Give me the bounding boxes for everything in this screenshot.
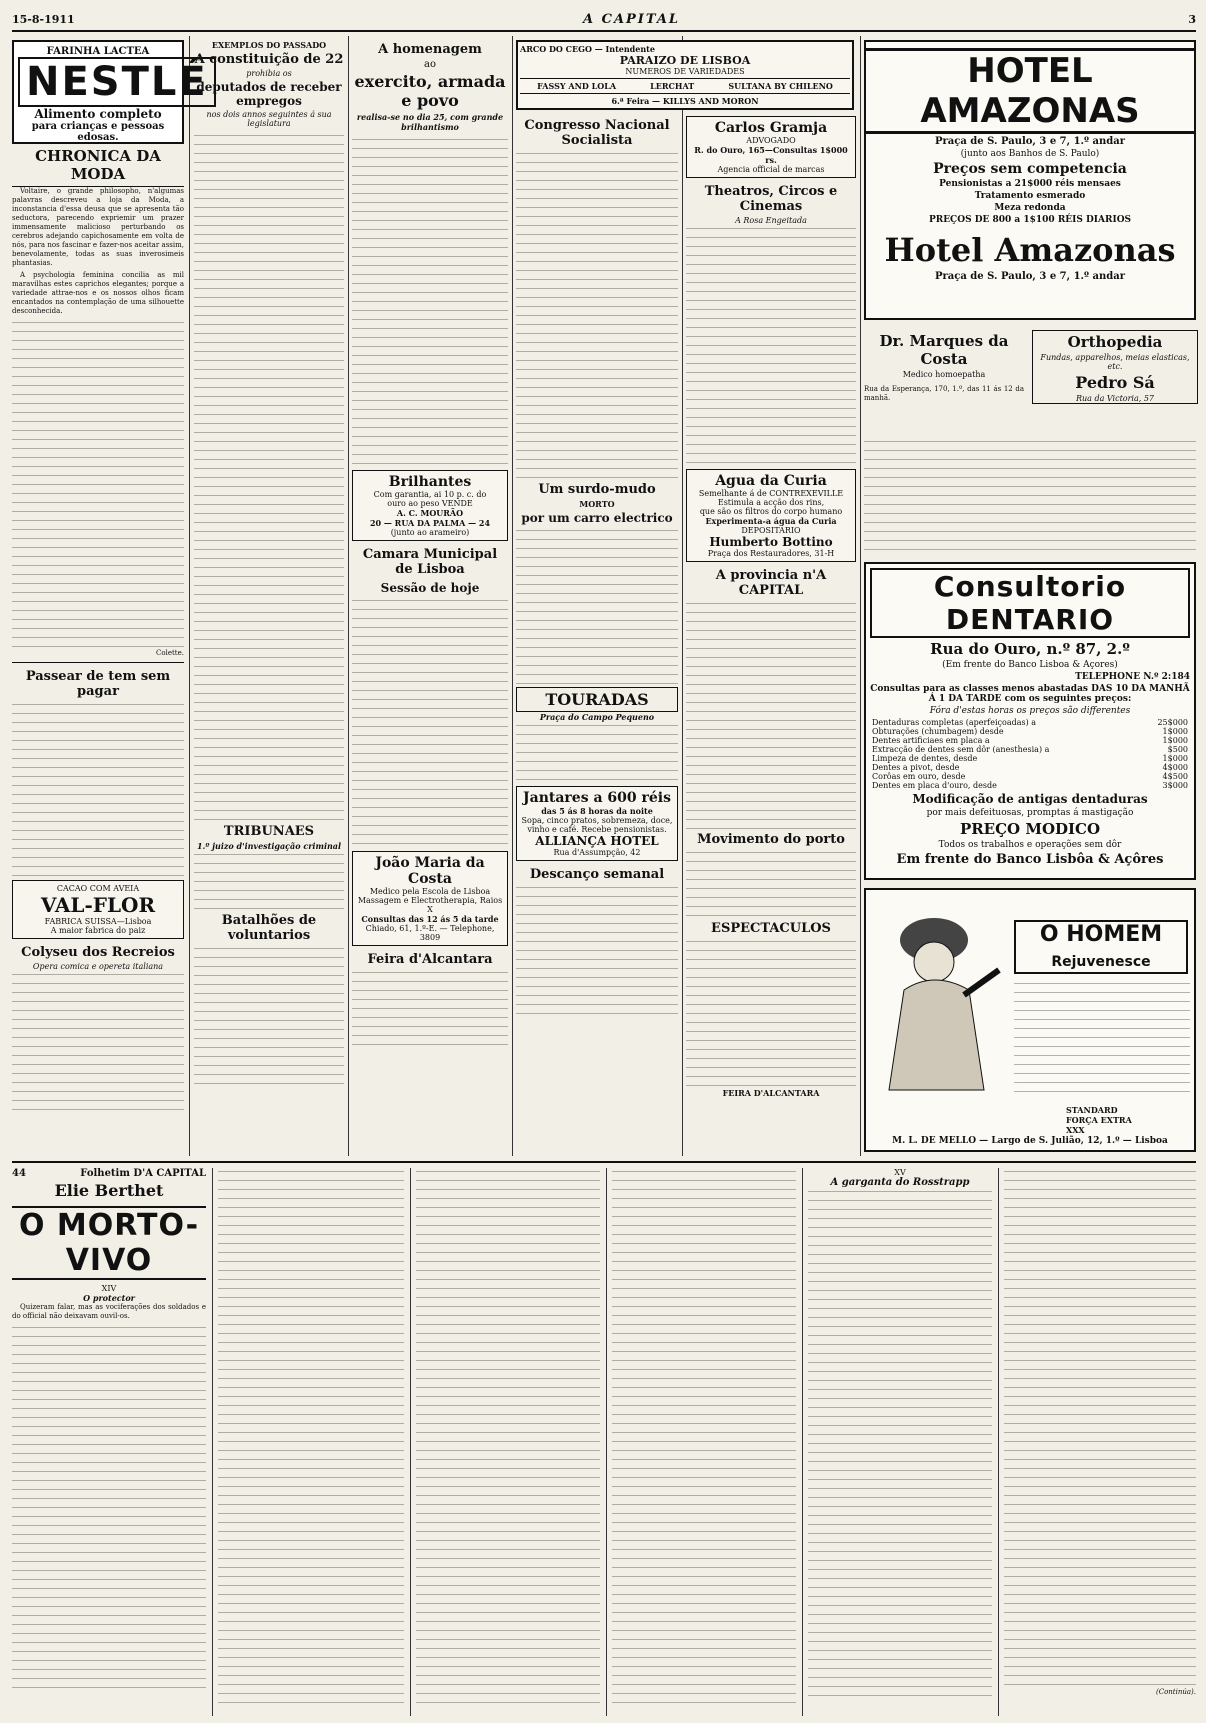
colyseu-body-lines: [12, 971, 184, 1111]
model-forca: FORÇA EXTRA: [1066, 1115, 1132, 1125]
feira6-line: 6.ª Feira — KILLYS AND MORON: [611, 96, 759, 106]
price-label: Obturações (chumbagem) desde: [872, 727, 1004, 736]
sessao-title: Sessão de hoje: [380, 581, 480, 595]
hotel-amazonas-ad: [864, 40, 1196, 320]
agua-line: Experimenta-a água da Curia: [705, 516, 837, 526]
jantares-ad: [516, 786, 678, 861]
column-3: [352, 40, 508, 1049]
table-row: [870, 781, 1190, 790]
column-1: [12, 40, 208, 1111]
batalhoes-title: Batalhões de voluntarios: [221, 913, 317, 943]
column-rule: [606, 1168, 607, 1716]
cacao-ad: [12, 880, 184, 939]
o-homem-rejuvenesce-ad: [864, 888, 1196, 1152]
brilhantes-line: 20 — RUA DA PALMA — 24: [369, 518, 491, 528]
folhetim-subtitle-2: A garganta do Rosstrapp: [830, 1177, 970, 1188]
folhetim-number: 44: [12, 1168, 26, 1179]
exercito-title: exercito, armada e povo: [354, 72, 506, 110]
theatros-title: Theatros, Circos e Cinemas: [704, 184, 838, 214]
folhetim-body-lines: [808, 1188, 992, 1698]
surdo-body-lines: [516, 527, 678, 687]
nestle-brand: NESTLÉ: [18, 57, 216, 107]
column-rule: [998, 1168, 999, 1716]
dental-addr2: (Em frente do Banco Lisboa & Açores): [942, 660, 1118, 670]
carlos-agencia: Agencia official de marcas: [717, 165, 825, 174]
homem-mello: M. L. DE MELLO — Largo de S. Julião, 12, 1.º — Lisboa: [892, 1136, 1168, 1146]
descanso-title: Descanço semanal: [529, 867, 665, 882]
folhetim-col-2: [218, 1168, 404, 1708]
movimento-title: Movimento do porto: [697, 832, 845, 847]
price-label: Dentes artificiaes em placa a: [872, 736, 990, 745]
model-standard: STANDARD: [1066, 1105, 1118, 1115]
hotel-precos-diarios: PREÇOS DE 800 a 1$100 RÉIS DIARIOS: [928, 215, 1132, 225]
header-date: 15-8-1911: [12, 12, 75, 26]
surdo-title: Um surdo-mudo: [538, 482, 656, 497]
deputados-title: deputados de receber empregos: [196, 80, 342, 108]
touradas-title: TOURADAS: [516, 687, 678, 712]
chronica-signature: Colette.: [156, 649, 184, 657]
chronica-p1: Voltaire, o grande philosopho, n'algumas palavras descreveu a loja da Moda, a inconstancia d'essa deusa que se apresenta tão seductora, parecendo expriemir um prazer immensamente malicioso perturbando os cerebros adejando capichosamente em volta de nós, para nos fascinar e fazer-nos aceitar assim, benevolamente, todas as suas inverosimeis phantasias.: [12, 187, 184, 267]
numeros-line: NUMEROS DE VARIEDADES: [625, 67, 745, 76]
column-rule: [802, 1168, 803, 1716]
dental-price-table: [870, 718, 1190, 790]
homenagem-title: A homenagem: [378, 42, 482, 57]
ortho-sub: Fundas, apparelhos, meias elasticas, etc.: [1040, 353, 1190, 371]
page-header: [12, 8, 1196, 32]
table-row: [870, 763, 1190, 772]
price-value: $500: [1167, 745, 1188, 754]
constituicao-body-lines: [194, 132, 344, 822]
chronica-title: CHRONICA DA MODA: [12, 144, 184, 187]
price-label: Dentes a pivot, desde: [872, 763, 960, 772]
folhetim-col-5: [808, 1168, 992, 1698]
woman-illustration-icon: [874, 900, 1004, 1100]
ortho-name: Orthopedia: [1067, 333, 1163, 351]
provincia-body-lines: [686, 600, 856, 830]
paraizo-banner: [516, 40, 854, 110]
jantares-text: Sopa, cinco pratos, sobremeza, doce, vinho e café. Recebe pensionistas.: [521, 816, 673, 834]
column-2: [194, 40, 344, 1085]
column-rule: [860, 36, 861, 1156]
chronica-body-lines: [12, 319, 184, 649]
act-name: LERCHAT: [650, 81, 695, 91]
chronica-p2: A psychologia feminina concilia as mil maravilhas estes caprichos elegantes; porque a variedade attrae-nos e os nossos olhos ficam encantados na contemplação de uma silhouette desconhecida.: [12, 271, 184, 315]
marques-addr: Rua da Esperança, 170, 1.º, das 11 ás 12 da manhã.: [864, 385, 1024, 402]
folhetim-chapter: XIV: [101, 1284, 117, 1293]
congresso-title: Congresso Nacional Socialista: [524, 118, 670, 148]
provincia-title: A provincia n'A CAPITAL: [715, 568, 827, 598]
folhetim-col-1: [12, 1168, 206, 1694]
header-paper-name: A CAPITAL: [582, 11, 681, 27]
dental-modif-sub: por mais defeituosas, promptas á mastigação: [926, 808, 1134, 818]
folhetim-label: Folhetim D'A CAPITAL: [80, 1168, 206, 1179]
act-name: FASSY AND LOLA: [537, 81, 617, 91]
agua-sub: Semelhante á de CONTREXEVILLE: [698, 489, 844, 498]
dental-fora: Fóra d'estas horas os preços são differentes: [929, 706, 1131, 716]
price-value: 1$000: [1162, 736, 1188, 745]
folhetim-body-lines: [1004, 1168, 1196, 1688]
marques-name: Dr. Marques da Costa: [879, 332, 1009, 368]
joao-name: João Maria da Costa: [375, 855, 485, 887]
joao-costa-ad: [352, 851, 508, 946]
folhetim-paragraph: Quizeram falar, mas as vociferações dos soldados e do official não deixavam ouvil-os.: [12, 1303, 206, 1320]
header-page-number: 3: [1188, 12, 1196, 26]
tribunaes-title: TRIBUNAES: [223, 824, 315, 839]
brilhantes-line: A. C. MOURÃO: [396, 508, 464, 518]
constituicao-title: A constituição de 22: [194, 52, 344, 67]
hotel-precos: Preços sem competencia: [933, 161, 1127, 177]
campo-sub: Praça do Campo Pequeno: [539, 712, 655, 722]
acts-row: [520, 78, 850, 94]
homem-o: O HOMEM: [1039, 922, 1163, 947]
hotel-pens: Pensionistas a 21$000 réis mensaes: [939, 179, 1121, 189]
folhetim-body-lines: [12, 1324, 206, 1694]
price-value: 1$000: [1162, 754, 1188, 763]
agua-depositario: DEPOSITARIO: [741, 526, 801, 535]
column-5: [686, 116, 856, 1098]
exemplos-kicker: EXEMPLOS DO PASSADO: [211, 40, 327, 50]
nestle-slogan: Alimento completo: [34, 107, 162, 121]
nestle-tag: FARINHA LACTEA: [46, 46, 150, 57]
feira-title: Feira d'Alcantara: [367, 952, 493, 967]
price-label: Corôas em ouro, desde: [872, 772, 966, 781]
marques-sub: Medico homoepatha: [902, 370, 986, 379]
agua-line: que são os filtros do corpo humano: [699, 507, 843, 516]
cacao-top: CACAO COM AVEIA: [56, 884, 140, 893]
brilhantes-ad: [352, 470, 508, 541]
morto-sub: MORTO: [579, 499, 615, 509]
humberto-name: Humberto Bottino: [709, 535, 833, 549]
agua-curia-ad: [686, 469, 856, 562]
joao-line: Consultas das 12 ás 5 da tarde: [361, 914, 499, 924]
cacao-brand: VAL-FLOR: [40, 893, 156, 917]
alliança-addr: Rua d'Assumpção, 42: [553, 848, 641, 857]
price-label: Dentaduras completas (aperfeiçoadas) a: [872, 718, 1037, 727]
alliança-name: ALLIANÇA HOTEL: [535, 834, 659, 848]
dental-modif: Modificação de antigas dentaduras: [912, 792, 1148, 806]
homem-body-lines: [1014, 980, 1190, 1100]
column-rule: [682, 36, 683, 1156]
dental-name: Consultorio DENTARIO: [870, 568, 1190, 638]
descanso-body-lines: [516, 884, 678, 1014]
dental-tel: TELEPHONE N.º 2:184: [1075, 672, 1190, 682]
folhetim-title: O MORTO-VIVO: [12, 1206, 206, 1280]
chronica-text: [12, 187, 184, 316]
folhetim-p1: [12, 1303, 206, 1321]
brilhantes-title: Brilhantes: [388, 474, 472, 490]
column-rule: [348, 36, 349, 1156]
movimento-body-lines: [686, 849, 856, 919]
arco-line: ARCO DO CEGO — Intendente: [520, 44, 655, 54]
feira-body-lines: [352, 969, 508, 1049]
joao-line: Medico pela Escola de Lisboa: [369, 887, 491, 896]
homenagem-ao: ao: [424, 59, 436, 70]
praca-line: Praça dos Restauradores, 31-H: [707, 549, 835, 558]
price-label: Extracção de dentes sem dôr (anesthesia) a: [872, 745, 1050, 754]
column-rule: [512, 36, 513, 1156]
prohibia: prohibia os: [246, 69, 292, 78]
camara-title: Camara Municipal de Lisboa: [362, 547, 498, 577]
folhetim-col-4: [612, 1168, 796, 1708]
column-rule: [212, 1168, 213, 1716]
carlos-name: Carlos Gramja: [714, 120, 828, 136]
price-value: 1$000: [1162, 727, 1188, 736]
price-label: Dentes em placa d'ouro, desde: [872, 781, 997, 790]
table-row: [870, 727, 1190, 736]
hotel-trat: Tratamento esmerado: [974, 191, 1086, 201]
congresso-body-lines: [516, 150, 678, 480]
marques-costa-ad: [864, 330, 1024, 403]
price-label: Limpeza de dentes, desde: [872, 754, 978, 763]
table-row: [870, 736, 1190, 745]
dental-frente: Em frente do Banco Lisbôa & Açôres: [896, 852, 1164, 867]
folhetim-chapter-2: XV: [894, 1168, 906, 1177]
price-value: 25$000: [1157, 718, 1188, 727]
carro-title: por um carro electrico: [521, 511, 673, 525]
colyseu-sub: Opera comica e opereta italiana: [32, 962, 164, 971]
table-row: [870, 745, 1190, 754]
dental-todos: Todos os trabalhos e operações sem dôr: [938, 840, 1122, 850]
brilhantes-line: (junto ao arameiro): [390, 528, 470, 537]
nestle-ad: [12, 40, 208, 144]
espectaculos-body-lines: [686, 938, 856, 1088]
colyseu-title: Colyseu dos Recreios: [21, 945, 175, 960]
agua-line: Estimula a acção dos rins,: [717, 498, 825, 507]
column-rule: [410, 1168, 411, 1716]
price-value: 3$000: [1162, 781, 1188, 790]
dental-consultas: Consultas para as classes menos abastadas DAS 10 DA MANHÃ Á 1 DA TARDE com os seguintes preços:: [870, 684, 1190, 704]
folhetim-divider: [12, 1161, 1196, 1163]
folhetim-continua: (Continúa).: [1155, 1688, 1196, 1696]
hotel-meza: Meza redonda: [994, 203, 1066, 213]
hotel-addr2: (junto aos Banhos de S. Paulo): [960, 149, 1100, 159]
orthopedia-ad: [1032, 330, 1198, 404]
ortho-who: Pedro Sá: [1075, 373, 1155, 392]
dental-addr: Rua do Ouro, n.º 87, 2.º: [930, 640, 1130, 658]
column-6-text: [864, 438, 1196, 554]
model-xxx: XXX: [1066, 1125, 1085, 1135]
ortho-addr: Rua da Victoria, 57: [1075, 394, 1155, 403]
passear-title: Passear de tem sem pagar: [25, 669, 171, 699]
rosa-sub: A Rosa Engeitada: [735, 216, 807, 225]
carlos-addr: R. do Ouro, 165—Consultas 1$000 rs.: [694, 145, 848, 165]
theatros-body-lines: [686, 225, 856, 465]
folhetim-col-6: [1004, 1168, 1196, 1697]
brilhantes-line: Com garantia, ai 10 p. c. do: [373, 490, 487, 499]
table-row: [870, 754, 1190, 763]
homem-models: [1066, 1105, 1132, 1135]
feira-alcantara-title: FEIRA D'ALCANTARA: [722, 1088, 820, 1098]
tribunaes-body-lines: [194, 851, 344, 911]
dental-preco: PREÇO MODICO: [959, 820, 1101, 838]
folhetim-col-3: [416, 1168, 600, 1708]
carlos-role: ADVOGADO: [746, 136, 796, 145]
homenagem-body-lines: [352, 136, 508, 466]
cacao-maker: FABRICA SUISSA—Lisboa: [44, 917, 152, 926]
agua-title: Agua da Curia: [715, 473, 827, 489]
realisa-sub: realisa-se no dia 25, com grande brilhantismo: [356, 112, 504, 132]
brilhantes-line: ouro ao peso VENDE: [387, 499, 473, 508]
homem-rej: Rejuvenesce: [1051, 954, 1151, 970]
camara-body-lines: [352, 597, 508, 847]
consultorio-dentario-ad: [864, 562, 1196, 880]
price-value: 4$000: [1162, 763, 1188, 772]
homem-title: [1014, 920, 1188, 974]
joao-line: Chiado, 61, 1.º-E. — Telephone, 3809: [365, 924, 495, 942]
price-value: 4$500: [1162, 772, 1188, 781]
act-name: SULTANA BY CHILENO: [728, 81, 833, 91]
table-row: [870, 772, 1190, 781]
table-row: [870, 718, 1190, 727]
carlos-gramja-ad: [686, 116, 856, 178]
passear-body-lines: [12, 701, 184, 876]
joao-line: Massagem e Electrotherapia, Raios X: [357, 896, 503, 914]
jantares-sub: das 5 ás 8 horas da noite: [541, 806, 653, 816]
deputados-sub: nos dois annos seguintes á sua legislatura: [206, 110, 332, 128]
espectaculos-title: ESPECTACULOS: [711, 921, 831, 936]
folhetim-author: Elie Berthet: [54, 1181, 164, 1200]
newspaper-page: [12, 8, 1196, 1716]
hotel-addr3: Praça de S. Paulo, 3 e 7, 1.º andar: [934, 271, 1126, 282]
paraizo-title: PARAIZO DE LISBOA: [619, 54, 751, 67]
folhetim-head: [12, 1168, 206, 1179]
jantares-title: Jantares a 600 réis: [523, 790, 671, 806]
cacao-foot: A maior fabrica do paiz: [50, 926, 146, 935]
batalhoes-body-lines: [194, 945, 344, 1085]
tribunaes-sub: 1.º juizo d'investigação criminal: [196, 841, 342, 851]
hotel-name: HOTEL AMAZONAS: [866, 48, 1194, 134]
hotel-addr: Praça de S. Paulo, 3 e 7, 1.º andar: [934, 136, 1126, 147]
nestle-sub: para crianças e pessoas edosas.: [31, 121, 165, 143]
folhetim-subtitle: O protector: [83, 1293, 135, 1303]
hotel-name-2: Hotel Amazonas: [884, 231, 1176, 269]
touradas-body-lines: [516, 722, 678, 782]
column-rule: [189, 36, 190, 1156]
